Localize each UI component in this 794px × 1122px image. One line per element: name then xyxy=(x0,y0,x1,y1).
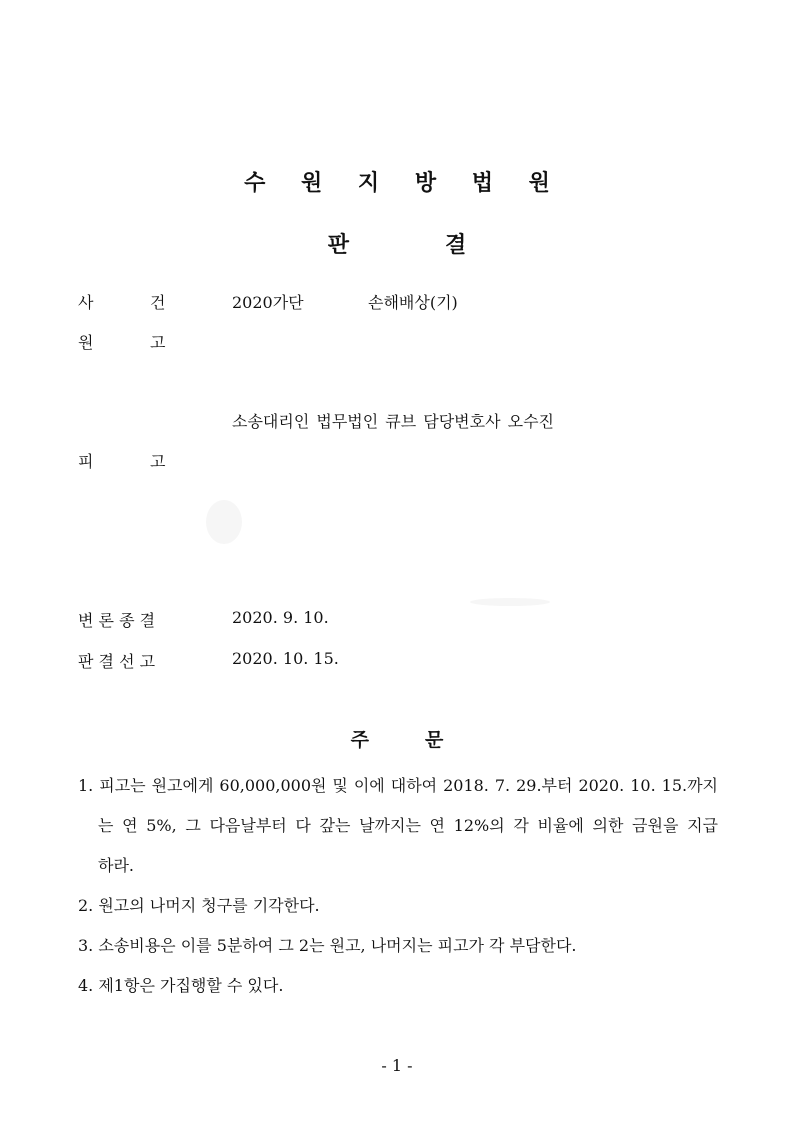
sentence-date: 2020. 10. 15. xyxy=(232,649,339,668)
plaintiff-counsel: 소송대리인 법무법인 큐브 담당변호사 오수진 xyxy=(232,412,555,431)
scan-smudge xyxy=(470,598,550,606)
closing-date: 2020. 9. 10. xyxy=(232,608,329,627)
order-item-1-line-2: 는 연 5%, 그 다음날부터 다 갚는 날까지는 연 12%의 각 비율에 의한 금원을 지급 xyxy=(98,816,718,835)
page-number: - 1 - xyxy=(381,1056,413,1075)
document-title-right: 결 xyxy=(445,233,467,258)
order-item-4: 4. 제1항은 가집행할 수 있다. xyxy=(78,976,284,995)
order-item-1-line-1: 1. 피고는 원고에게 60,000,000원 및 이에 대하여 2018. 7. 29.부터 2020. 10. 15.까지 xyxy=(78,776,718,795)
scan-smudge xyxy=(206,500,242,544)
closing-label: 변 론 종 결 xyxy=(78,611,156,630)
order-item-3: 3. 소송비용은 이를 5분하여 그 2는 원고, 나머지는 피고가 각 부담한다. xyxy=(78,936,577,955)
case-number: 2020가단 xyxy=(232,293,304,312)
order-item-1-line-3: 하라. xyxy=(98,856,134,875)
document-title-left: 판 xyxy=(327,233,349,258)
order-title: 주 문 xyxy=(350,729,444,751)
sentence-label: 판 결 선 고 xyxy=(78,652,156,671)
court-name: 수 원 지 방 법 원 xyxy=(244,171,564,196)
order-item-2: 2. 원고의 나머지 청구를 기각한다. xyxy=(78,896,320,915)
document-title xyxy=(0,228,794,259)
case-name: 손해배상(기) xyxy=(368,293,458,312)
